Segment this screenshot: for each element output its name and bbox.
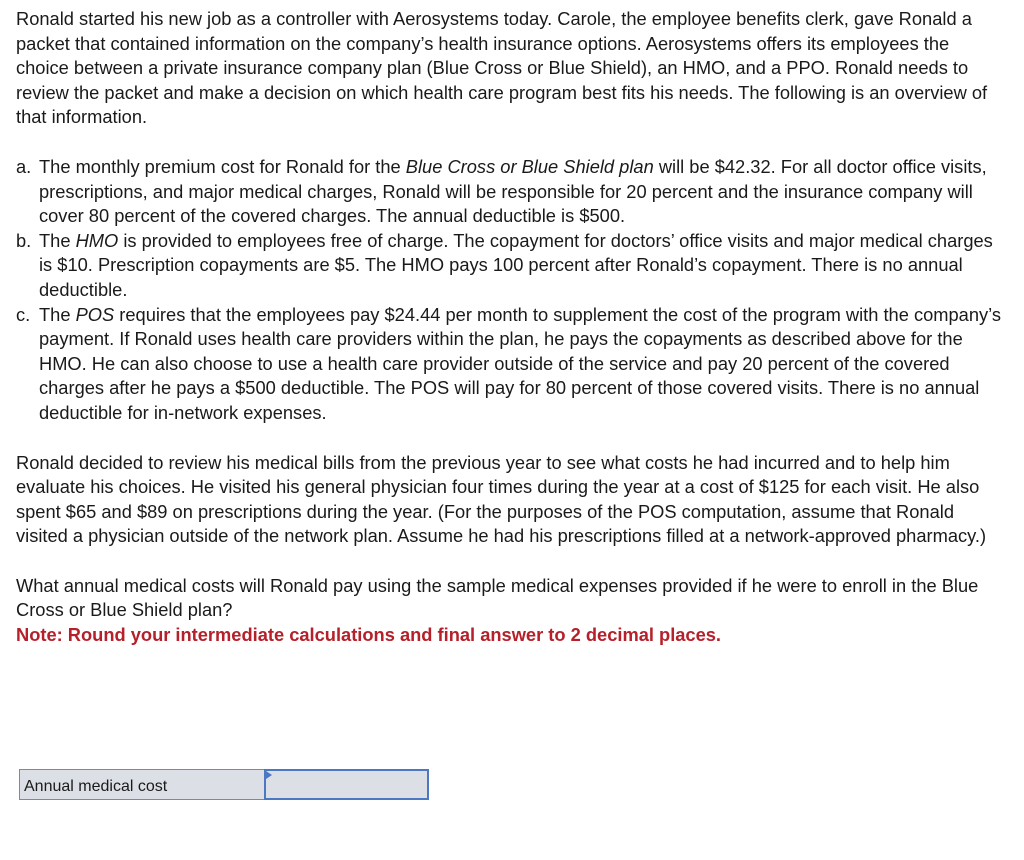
plan-list bbox=[16, 155, 1001, 426]
list-label: b. bbox=[16, 229, 32, 251]
question: What annual medical costs will Ronald pay using the sample medical expenses provided if he were to enroll in the Blue Cross or Blue Shield plan? bbox=[16, 574, 979, 621]
problem-text bbox=[16, 7, 1001, 648]
flag-icon bbox=[266, 771, 272, 779]
list-item bbox=[16, 229, 1001, 303]
list-item bbox=[16, 155, 1001, 229]
item-emphasis: POS bbox=[75, 303, 115, 325]
list-label: a. bbox=[16, 155, 32, 177]
rounding-note: Note: Round your intermediate calculations and final answer to 2 decimal places. bbox=[16, 624, 722, 646]
item-text: The monthly premium cost for Ronald for the bbox=[39, 155, 406, 177]
item-emphasis: Blue Cross or Blue Shield plan bbox=[405, 155, 654, 177]
item-text: requires that the employees pay $24.44 per month to supplement the cost of the program with the company’s payment. If Ronald uses health care providers within the plan, he pays the copayments as described above for the HMO. He can also choose to use a health care provider outside of the service and pay 20 percent of the covered charges after he pays a $500 deductible. The POS will pay for 80 percent of those covered visits. There is no annual deductible for in-network expenses. bbox=[39, 303, 1002, 423]
item-emphasis: HMO bbox=[75, 229, 119, 251]
list-label: c. bbox=[16, 303, 31, 325]
bills-paragraph: Ronald decided to review his medical bills from the previous year to see what costs he had incurred and to help him evaluate his choices. He visited his general physician four times during the year at a cost of $125 for each visit. He also spent $65 and $89 on prescriptions during the year. (For the purposes of the POS computation, assume that Ronald visited a physician outside of the network plan. Assume he had his prescriptions filled at a network-approved pharmacy.) bbox=[16, 451, 987, 547]
annual-medical-cost-cell[interactable] bbox=[264, 769, 429, 800]
list-item bbox=[16, 303, 1001, 426]
annual-medical-cost-label: Annual medical cost bbox=[19, 769, 265, 800]
intro-paragraph: Ronald started his new job as a controller with Aerosystems today. Carole, the employee benefits clerk, gave Ronald a packet that contained information on the company’s health insurance options. Aerosystems offers its employees the choice between a private insurance company plan (Blue Cross or Blue Shield), an HMO, and a PPO. Ronald needs to review the packet and make a decision on which health care program best fits his needs. The following is an overview of that information. bbox=[16, 8, 988, 128]
item-text: will be $42.32. For all doctor office visits, prescriptions, and major medical charges, Ronald will be responsible for 20 percent and the insurance company will cover 80 percent of the covered charges. The annual deductible is $500. bbox=[39, 155, 987, 227]
item-text: The bbox=[39, 303, 76, 325]
annual-medical-cost-input[interactable] bbox=[266, 771, 431, 800]
item-text: The bbox=[39, 229, 76, 251]
item-text: is provided to employees free of charge. The copayment for doctors’ office visits and major medical charges is $10. Prescription copayments are $5. The HMO pays 100 percent after Ronald’s copayment. There is no annual deductible. bbox=[39, 229, 993, 300]
answer-table bbox=[19, 769, 429, 800]
